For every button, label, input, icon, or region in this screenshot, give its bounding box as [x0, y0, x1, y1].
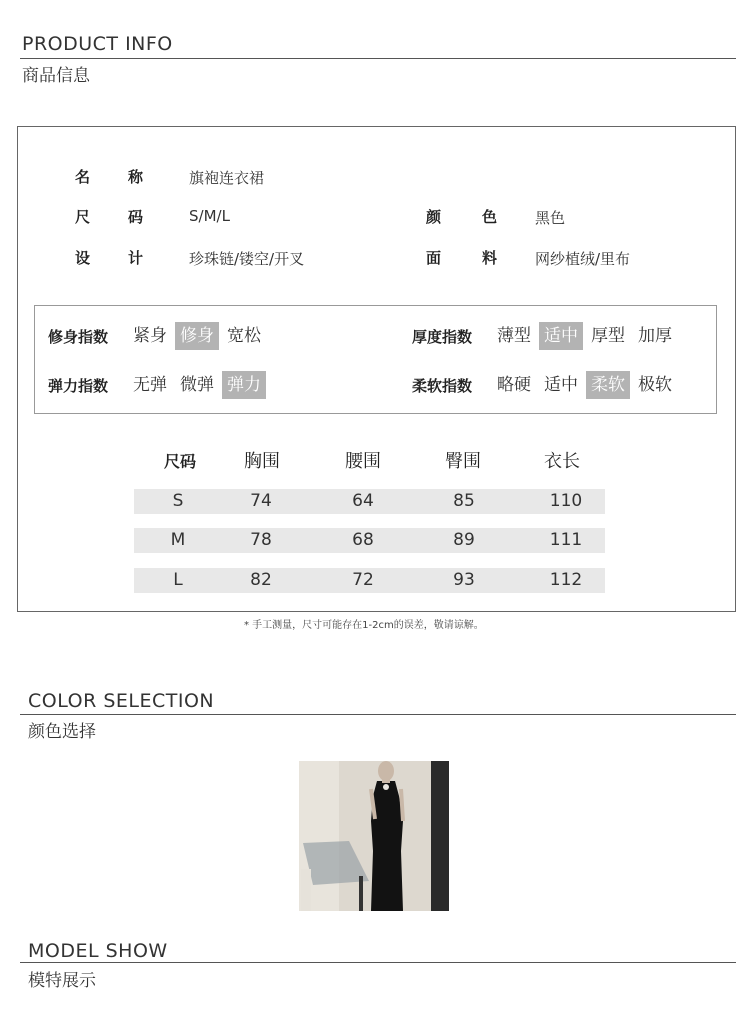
size-table-header: 腰围: [345, 451, 381, 472]
fit-index: [48, 322, 269, 350]
size-cell: S: [172, 491, 184, 511]
model-show-subtitle: 模特展示: [28, 971, 96, 991]
size-cell: 64: [352, 491, 374, 511]
softness-option-selected: 柔软: [586, 371, 630, 399]
size-cell: M: [170, 530, 186, 550]
size-table-row: [134, 528, 605, 553]
color-selection-subtitle: 颜色选择: [28, 722, 96, 742]
design-value: 珍珠链/镂空/开叉: [189, 250, 305, 268]
size-cell: 85: [453, 491, 475, 511]
size-cell: 112: [549, 570, 583, 590]
softness-option: 适中: [544, 375, 578, 395]
model-show-title: MODEL SHOW: [28, 940, 168, 962]
fit-option: 宽松: [227, 326, 261, 346]
elasticity-option-selected: 弹力: [222, 371, 266, 399]
fit-option: 紧身: [133, 326, 167, 346]
size-cell: 110: [549, 491, 583, 511]
color-value: 黑色: [535, 209, 566, 227]
size-cell: 93: [453, 570, 475, 590]
elasticity-index-label: 弹力指数: [48, 376, 109, 395]
thickness-index: [412, 322, 680, 350]
product-info-title: PRODUCT INFO: [22, 33, 173, 55]
model-show-divider: [20, 962, 736, 963]
fit-index-label: 修身指数: [48, 327, 109, 346]
size-cell: 74: [250, 491, 272, 511]
softness-option: 极软: [638, 375, 672, 395]
elasticity-option: 无弹: [133, 375, 167, 395]
color-selection-divider: [20, 714, 736, 715]
size-cell: 68: [352, 530, 374, 550]
softness-index: [412, 371, 680, 399]
elasticity-option: 微弹: [180, 375, 214, 395]
size-table-header: 尺码: [163, 452, 196, 471]
size-cell: L: [173, 570, 183, 590]
size-table-header: 臀围: [445, 451, 481, 472]
size-cell: 89: [453, 530, 475, 550]
size-value: S/M/L: [189, 207, 230, 225]
black-dress-swatch-image[interactable]: [299, 761, 449, 911]
measurement-note: * 手工测量，尺寸可能存在1-2cm的误差，敬请谅解。: [244, 620, 484, 631]
thickness-option: 加厚: [638, 326, 672, 346]
size-table-header: 胸围: [244, 451, 280, 472]
size-cell: 78: [250, 530, 272, 550]
size-table-header: 衣长: [544, 451, 580, 472]
size-cell: 82: [250, 570, 272, 590]
fit-option-selected: 修身: [175, 322, 219, 350]
size-table-row: [134, 568, 605, 593]
size-cell: 111: [549, 530, 583, 550]
thickness-option-selected: 适中: [539, 322, 583, 350]
thickness-index-label: 厚度指数: [412, 327, 473, 346]
softness-index-label: 柔软指数: [412, 376, 473, 395]
size-cell: 72: [352, 570, 374, 590]
fabric-value: 网纱植绒/里布: [535, 250, 631, 268]
size-table-row: [134, 489, 605, 514]
elasticity-index: [48, 371, 269, 399]
product-info-divider: [20, 58, 736, 59]
thickness-option: 薄型: [497, 326, 531, 346]
thickness-option: 厚型: [591, 326, 625, 346]
name-value: 旗袍连衣裙: [189, 169, 265, 187]
dress-photo-icon: [299, 761, 449, 911]
softness-option: 略硬: [497, 375, 531, 395]
product-info-subtitle: 商品信息: [22, 66, 90, 86]
color-selection-title: COLOR SELECTION: [28, 690, 215, 712]
